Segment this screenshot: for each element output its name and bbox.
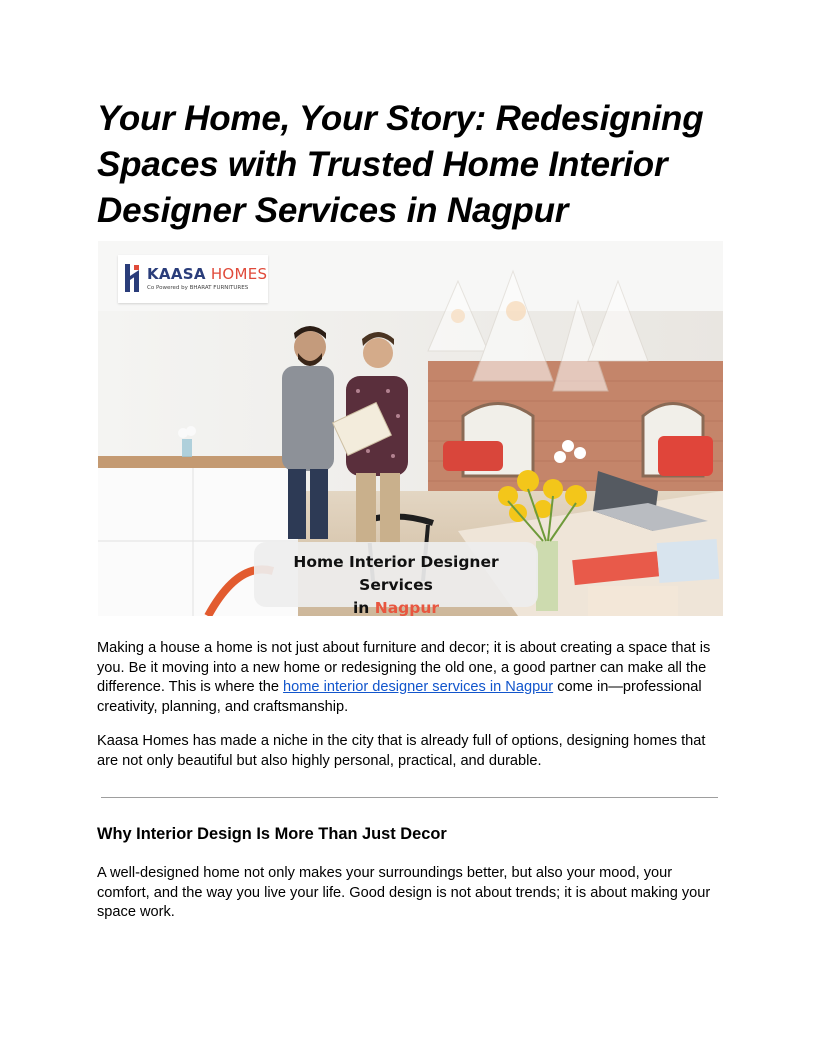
logo-tagline: Co Powered by BHARAT FURNITURES [147,285,249,291]
section-heading: Why Interior Design Is More Than Just Decor [97,825,447,843]
brand-logo [118,255,268,303]
intro-paragraph-1: Making a house a home is not just about furniture and decor; it is about creating a space that is you. Be it moving into a new home or redesigning the old one, a good partner can make all the difference. This is where the home interior designer services in Nagpur come in—professional creativity, planning, and craftsmanship. [97,640,711,715]
logo-wordmark: KAASA HOMES [147,265,268,283]
intro-paragraph-2: Kaasa Homes has made a niche in the city that is already full of options, designing homes that are not only beautiful but also highly personal, practical, and durable. [97,733,706,769]
horizontal-divider [101,797,718,798]
caption-line-1: Home Interior Designer Services [293,553,499,594]
image-caption [254,542,538,616]
section-paragraph-1: A well-designed home not only makes your surroundings better, but also your mood, your comfort, and the way you live your life. Good design is not about trends; it is about making your space work. [97,865,711,920]
caption-line-2: in Nagpur [352,599,440,616]
document-title: Your Home, Your Story: Redesigning Spaces with Trusted Home Interior Designer Services in Nagpur [97,99,704,230]
services-link[interactable]: home interior designer services in Nagpur [283,679,554,695]
hero-image [98,241,723,616]
kaasa-logo-icon [123,262,145,294]
